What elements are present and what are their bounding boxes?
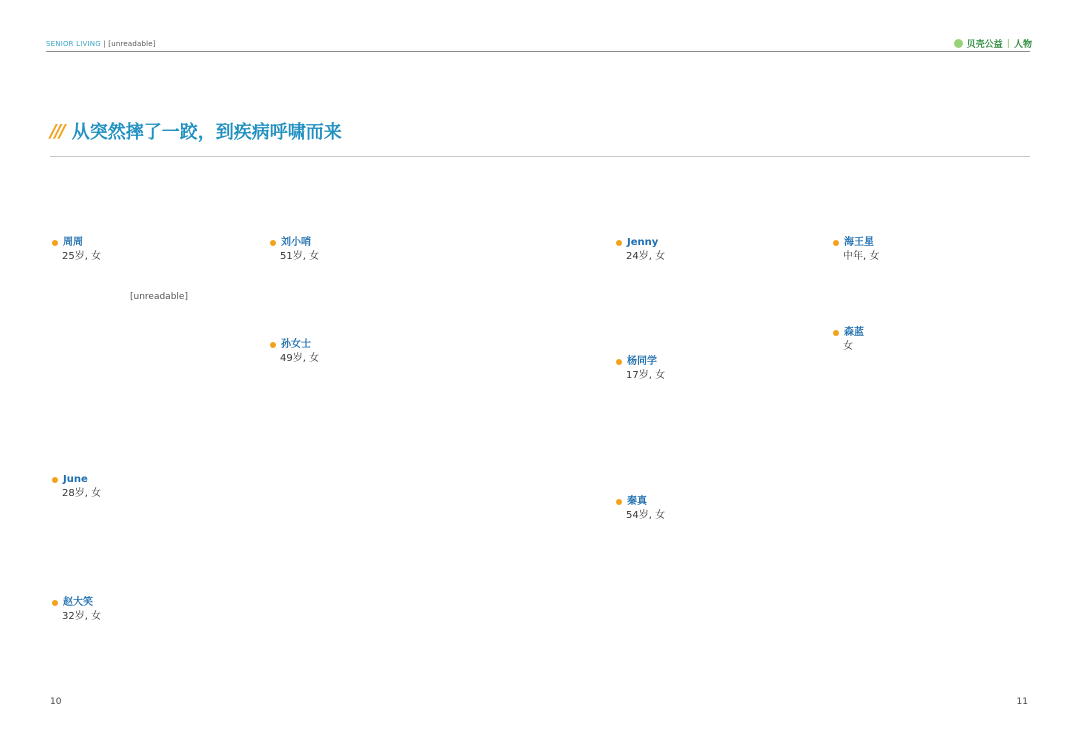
bullet-icon (52, 600, 58, 606)
bullet-icon (52, 477, 58, 483)
page-number-right: 11 (1016, 697, 1028, 707)
header-separator: | (100, 40, 109, 48)
section-title-text: 从突然摔了一跤，到疾病呼啸而来 (71, 122, 342, 143)
bullet-icon (616, 240, 622, 246)
bullet-icon (616, 499, 622, 505)
person-name: 周周 (63, 237, 83, 248)
header-subtitle: [unreadable] (108, 40, 156, 48)
page-number-left: 10 (50, 697, 62, 707)
bullet-icon (270, 240, 276, 246)
person-card (52, 473, 101, 501)
bullet-icon (52, 240, 58, 246)
person-card (616, 495, 665, 523)
person-age: 17岁, 女 (626, 370, 666, 381)
person-age: 51岁, 女 (280, 251, 320, 262)
person-card (616, 355, 665, 383)
shell-icon (954, 39, 963, 48)
person-name: 秦真 (627, 496, 647, 507)
person-card (52, 596, 101, 624)
bullet-icon (616, 359, 622, 365)
person-age: 女 (843, 341, 853, 352)
person-card (833, 236, 879, 264)
person-card (616, 236, 665, 264)
person-name: Jenny (627, 237, 659, 248)
person-name: June (63, 474, 88, 485)
person-name: 海王星 (844, 237, 874, 248)
person-name: 孙女士 (281, 339, 311, 350)
bullet-icon (270, 342, 276, 348)
bullet-icon (833, 330, 839, 336)
publisher-logo (954, 37, 1032, 50)
person-name: 杨同学 (627, 356, 657, 367)
person-name: 森蓝 (844, 327, 864, 338)
person-age: 25岁, 女 (62, 251, 102, 262)
person-age: 49岁, 女 (280, 353, 320, 364)
person-age: 54岁, 女 (626, 510, 666, 521)
person-age: 28岁, 女 (62, 488, 102, 499)
person-age: 24岁, 女 (626, 251, 666, 262)
person-age: 中年, 女 (843, 251, 880, 262)
section-title (50, 118, 342, 144)
running-header (46, 40, 156, 48)
person-age: 32岁, 女 (62, 611, 102, 622)
slash-marks-icon: /// (50, 120, 64, 142)
person-card (270, 338, 319, 366)
person-card (833, 326, 864, 354)
person-name: 刘小哨 (281, 237, 311, 248)
title-divider (50, 156, 1030, 157)
person-name: 赵大笑 (63, 597, 93, 608)
person-card (270, 236, 319, 264)
person-card (52, 236, 101, 264)
header-divider (46, 51, 1030, 52)
publisher-name: 贝壳公益 (966, 40, 1003, 50)
brand-label: SENIOR LIVING (46, 40, 101, 48)
bullet-icon (833, 240, 839, 246)
column-tag: 人物 (1013, 40, 1032, 50)
body-text: [unreadable] (130, 292, 188, 302)
publisher-separator: | (1006, 38, 1010, 49)
